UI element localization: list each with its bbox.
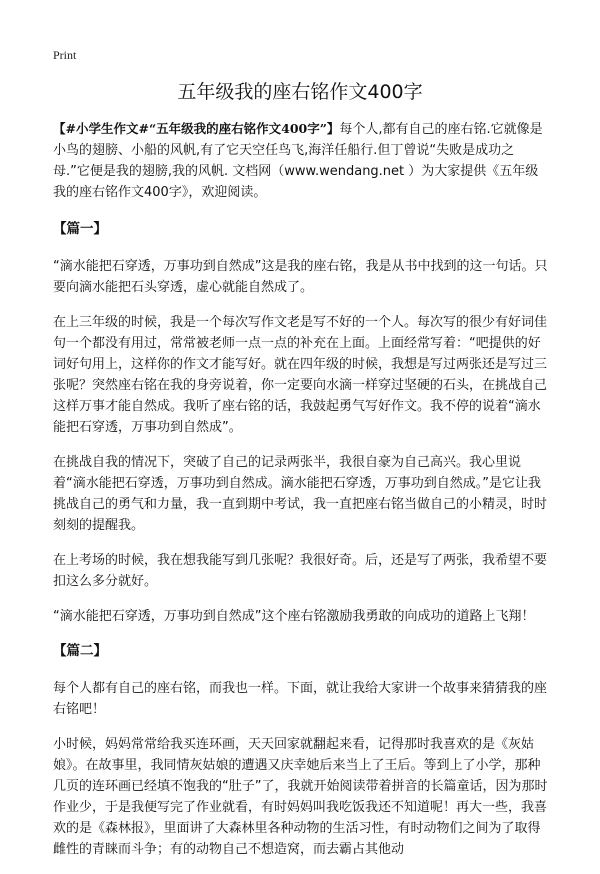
intro-tag: 【#小学生作文#“五年级我的座右铭作文400字”】 <box>53 121 340 136</box>
page-title: 五年级我的座右铭作文400字 <box>177 81 423 103</box>
intro-paragraph <box>53 118 549 203</box>
section-2-paragraph-2: 小时候，妈妈常常给我买连环画，天天回家就翻起来看，记得那时我喜欢的是《灰姑娘》。在故事里，我同情灰姑娘的遭遇又庆幸她后来当上了王后。等到上了小学，那种几页的连环画已经填不饱我的“肚子”了，我就开始阅读带着拼音的长篇童话，因为那时作业少，于是我便写完了作业就看，有时妈妈叫我吃饭我还不知道呢！再大一些，我喜欢的是《森林报》，里面讲了大森林里各种动物的生活习性，有时动物们之间为了取得雌性的青睐而斗争；有的动物自己不想造窝，而去霸占其他动 <box>53 737 548 857</box>
intro-text: 每个人,都有自己的座右铭.它就像是小鸟的翅膀、小船的风帆,有了它天空任鸟飞,海洋任船行.但丁曾说“失败是成功之母.”它便是我的翅膀,我的风帆. 文档网（www.wendang.net ）为大家提供《五年级我的座右铭作文400字》，欢迎阅读。 <box>53 122 543 200</box>
section-1-paragraph-4: 在上考场的时候，我在想我能写到几张呢？我很好奇。后，还是写了两张，我希望不要扣这么多分就好。 <box>53 553 548 589</box>
section-heading-1: 【篇一】 <box>53 221 107 237</box>
section-1-paragraph-3: 在挑战自我的情况下，突破了自己的记录两张半，我很自豪为自己高兴。我心里说着“滴水能把石穿透，万事功到自然成。滴水能把石穿透，万事功到自然成。”是它让我挑战自己的勇气和力量，我一直到期中考试，我一直把座右铭当做自己的小精灵，时时刻刻的提醒我。 <box>53 455 548 533</box>
section-1-paragraph-5: “滴水能把石穿透，万事功到自然成”这个座右铭激励我勇敢的向成功的道路上飞翔！ <box>53 609 535 624</box>
print-link[interactable]: Print <box>53 48 77 62</box>
section-1-paragraph-2: 在上三年级的时候，我是一个每次写作文老是写不好的一个人。每次写的很少有好词佳句一个都没有用过，常常被老师一点一点的补充在上面。上面经常写着：“吧提供的好词好句用上，这样你的作文才能写好。就在四年级的时候，我想是写过两张还是写过三张呢？突然座右铭在我的身旁说着，你一定要向水滴一样穿过坚硬的石头，在挑战自己这样万事才能自然成。我听了座右铭的话，我鼓起勇气写好作文。我不停的说着“滴水能把石穿透，万事功到自然成”。 <box>53 315 548 435</box>
article-body <box>53 118 549 874</box>
section-1-paragraph-1: “滴水能把石穿透，万事功到自然成”这是我的座右铭，我是从书中找到的这一句话。只要向滴水能把石头穿透，虚心就能自然成了。 <box>53 259 548 295</box>
section-heading-2: 【篇二】 <box>53 643 107 659</box>
section-2-paragraph-1: 每个人都有自己的座右铭，而我也一样。下面，就让我给大家讲一个故事来猜猜我的座右铭吧！ <box>53 681 548 717</box>
